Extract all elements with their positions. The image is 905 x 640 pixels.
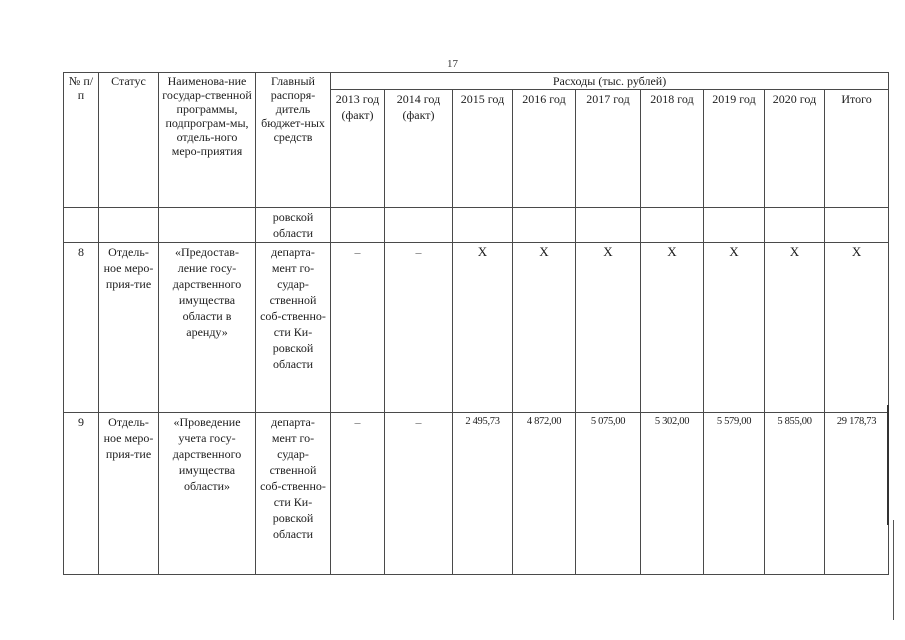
value-2014: – — [385, 243, 453, 413]
header-row-top — [64, 73, 889, 90]
value-2015: 2 495,73 — [453, 413, 513, 575]
table-row-continuation — [64, 208, 889, 243]
value-2014: – — [385, 413, 453, 575]
header-total: Итого — [825, 90, 889, 208]
header-year-2014: 2014 год (факт) — [385, 90, 453, 208]
table-row — [64, 413, 889, 575]
header-year-2018: 2018 год — [641, 90, 704, 208]
row-executor: департа-мент го-судар-ственной соб-ственно-сти Ки-ровской области — [256, 243, 331, 413]
value-2018: 5 302,00 — [641, 413, 704, 575]
value-2018: X — [641, 243, 704, 413]
value-2017: X — [576, 243, 641, 413]
value-2017: 5 075,00 — [576, 413, 641, 575]
row-status: Отдель-ное меро-прия-тие — [99, 243, 159, 413]
value-total: 29 178,73 — [825, 413, 889, 575]
value-2015: X — [453, 243, 513, 413]
header-executor: Главный распоря-дитель бюджет-ных средств — [256, 73, 331, 208]
budget-expenses-table — [63, 72, 889, 575]
row-num: 8 — [64, 243, 99, 413]
scan-artifact-line — [887, 405, 889, 525]
header-year-2020: 2020 год — [765, 90, 825, 208]
header-expenses: Расходы (тыс. рублей) — [331, 73, 889, 90]
header-year-2017: 2017 год — [576, 90, 641, 208]
table-row — [64, 243, 889, 413]
value-2016: X — [513, 243, 576, 413]
row-executor: департа-мент го-судар-ственной соб-ственно-сти Ки-ровской области — [256, 413, 331, 575]
row-status: Отдель-ное меро-прия-тие — [99, 413, 159, 575]
header-num: № п/п — [64, 73, 99, 208]
value-2019: X — [704, 243, 765, 413]
value-2013: – — [331, 243, 385, 413]
row-num: 9 — [64, 413, 99, 575]
value-2016: 4 872,00 — [513, 413, 576, 575]
scan-artifact-line — [893, 520, 894, 620]
value-2020: X — [765, 243, 825, 413]
header-year-2015: 2015 год — [453, 90, 513, 208]
header-year-2019: 2019 год — [704, 90, 765, 208]
header-program: Наименова-ние государ-ственной программы, подпрограм-мы, отдель-ного меро-приятия — [159, 73, 256, 208]
row-program: «Проведение учета госу-дарственного имущества области» — [159, 413, 256, 575]
value-total: X — [825, 243, 889, 413]
header-status: Статус — [99, 73, 159, 208]
value-2013: – — [331, 413, 385, 575]
page-number: 17 — [447, 58, 458, 70]
header-year-2016: 2016 год — [513, 90, 576, 208]
value-2019: 5 579,00 — [704, 413, 765, 575]
header-year-2013: 2013 год (факт) — [331, 90, 385, 208]
value-2020: 5 855,00 — [765, 413, 825, 575]
row-program: «Предостав-ление госу-дарственного имущества области в аренду» — [159, 243, 256, 413]
continuation-executor: ровской области — [256, 208, 331, 243]
